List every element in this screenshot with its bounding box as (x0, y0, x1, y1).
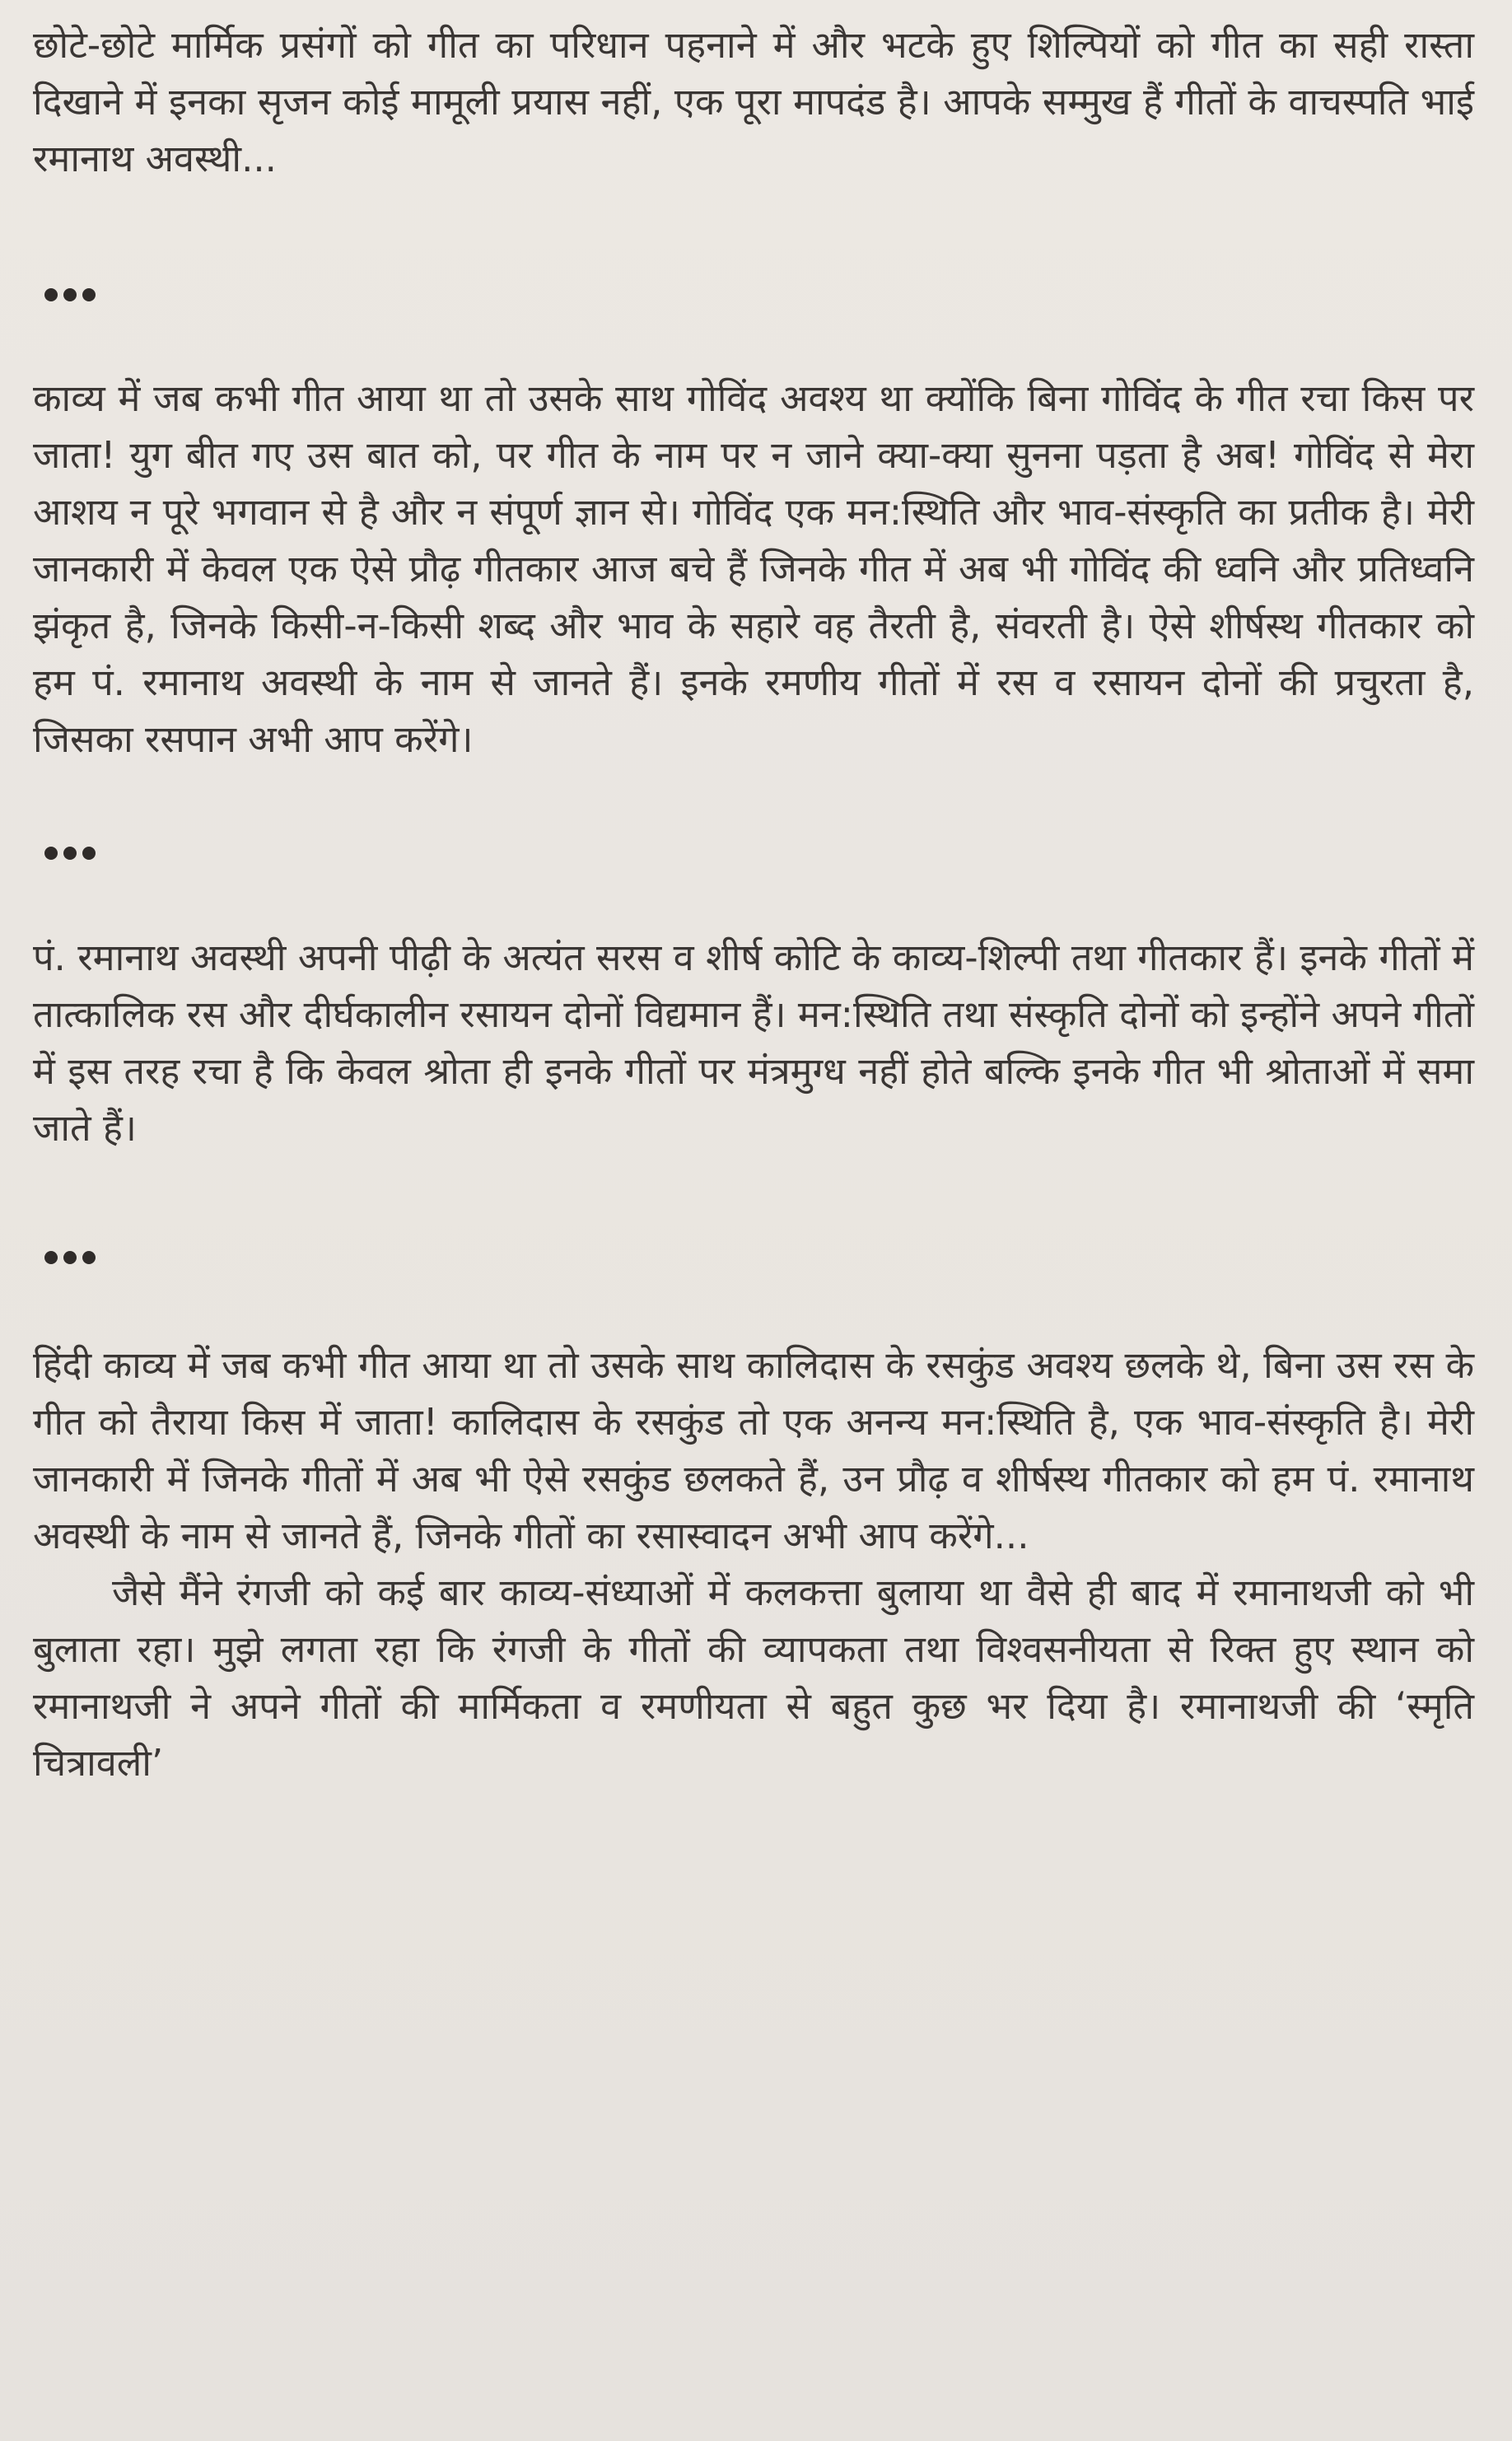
divider-dot (63, 288, 77, 301)
paragraph-ramanath-awasthi: पं. रमानाथ अवस्थी अपनी पीढ़ी के अत्यंत सरस व शीर्ष कोटि के काव्य-शिल्पी तथा गीतकार हैं। इनके गीतों में तात्कालिक रस और दीर्घकालीन रसायन दोनों विद्यमान हैं। मन:स्थिति तथा संस्कृति दोनों को इन्होंने अपने गीतों में इस तरह रचा है कि केवल श्रोता ही इनके गीतों पर मंत्रमुग्ध नहीं होते बल्कि इनके गीत भी श्रोताओं में समा जाते हैं। (33, 936, 1474, 1150)
paragraph-rangji: जैसे मैंने रंगजी को कई बार काव्य-संध्याओं में कलकत्ता बुलाया था वैसे ही बाद में रमानाथजी को भी बुलाता रहा। मुझे लगता रहा कि रंगजी के गीतों की व्यापकता तथा विश्वसनीयता से रिक्त हुए स्थान को रमानाथजी ने अपने गीतों की मार्मिकता व रमणीयता से बहुत कुछ भर दिया है। रमानाथजी की ‘स्मृति चित्रावली’ (33, 1571, 1474, 1785)
divider-dot (44, 847, 58, 860)
divider-dot (44, 1251, 58, 1264)
divider-dot (63, 1251, 77, 1264)
divider-dot (44, 288, 58, 301)
section-divider (44, 843, 1474, 863)
divider-dot (82, 847, 96, 860)
paragraph-kalidas: हिंदी काव्य में जब कभी गीत आया था तो उसके साथ कालिदास के रसकुंड अवश्य छलके थे, बिना उस रस के गीत को तैराया किस में जाता! कालिदास के रसकुंड तो एक अनन्य मन:स्थिति है, एक भाव-संस्कृति है। मेरी जानकारी में जिनके गीतों में अब भी ऐसे रसकुंड छलकते हैं, उन प्रौढ़ व शीर्षस्थ गीतकार को हम पं. रमानाथ अवस्थी के नाम से जानते हैं, जिनके गीतों का रसास्वादन अभी आप करेंगे... (33, 1343, 1474, 1557)
divider-dot (82, 1251, 96, 1264)
divider-dot (63, 847, 77, 860)
divider-dot (82, 288, 96, 301)
paragraph-govind: काव्य में जब कभी गीत आया था तो उसके साथ गोविंद अवश्य था क्योंकि बिना गोविंद के गीत रचा किस पर जाता! युग बीत गए उस बात को, पर गीत के नाम पर न जाने क्या-क्या सुनना पड़ता है अब! गोविंद से मेरा आशय न पूरे भगवान से है और न संपूर्ण ज्ञान से। गोविंद एक मन:स्थिति और भाव-संस्कृति का प्रतीक है। मेरी जानकारी में केवल एक ऐसे प्रौढ़ गीतकार आज बचे हैं जिनके गीत में अब भी गोविंद की ध्वनि और प्रतिध्वनि झंकृत है, जिनके किसी-न-किसी शब्द और भाव के सहारे वह तैरती है, संवरती है। ऐसे शीर्षस्थ गीतकार को हम पं. रमानाथ अवस्थी के नाम से जानते हैं। इनके रमणीय गीतों में रस व रसायन दोनों की प्रचुरता है, जिसका रसपान अभी आप करेंगे। (33, 376, 1474, 761)
section-divider (44, 1248, 1474, 1267)
section-divider (44, 285, 1474, 305)
paragraph-intro-continuation: छोटे-छोटे मार्मिक प्रसंगों को गीत का परिधान पहनाने में और भटके हुए शिल्पियों को गीत का सही रास्ता दिखाने में इनका सृजन कोई मामूली प्रयास नहीं, एक पूरा मापदंड है। आपके सम्मुख हैं गीतों के वाचस्पति भाई रमानाथ अवस्थी... (33, 23, 1474, 180)
